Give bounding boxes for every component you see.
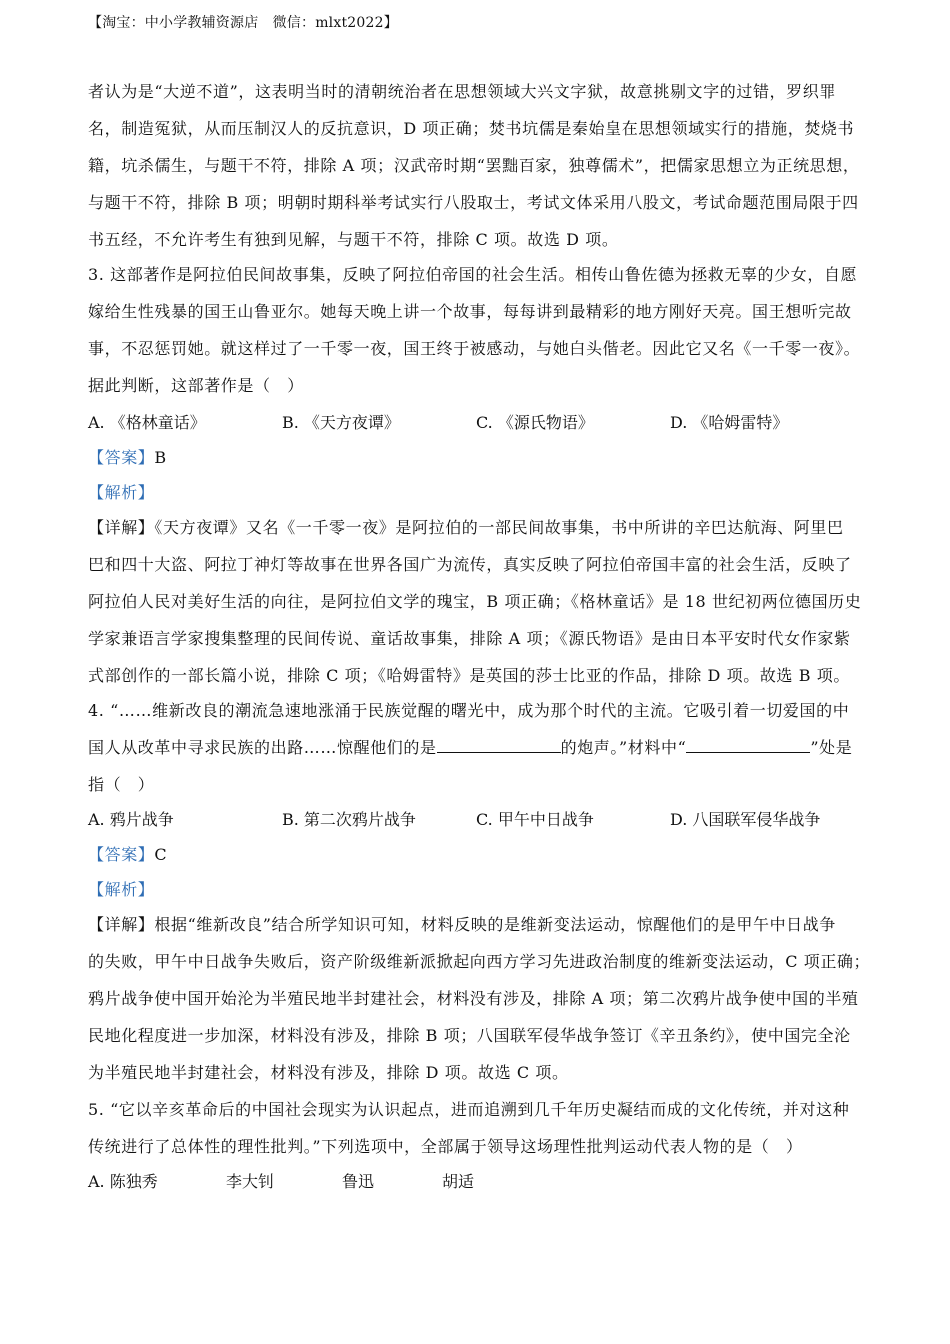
q4-detail-text: 根据“维新改良”结合所学知识可知，材料反映的是维新变法运动，惊醒他们的是甲午中日战争 [154,915,836,934]
q3-stem-line: 据此判断，这部著作是（ ） [88,376,304,395]
answer-tag: 【答案】 [88,448,155,467]
q3-stem-line: 事，不忍惩罚她。就这样过了一千零一夜，国王终于被感动，与她白头偕老。因此它又名《一千零一夜》。 [88,339,861,358]
q4-stem-text: 国人从改革中寻求民族的出路……惊醒他们的是 [88,738,437,757]
q4-stem-line: 指（ ） [88,775,155,794]
analysis-tag: 【解析】 [88,880,155,899]
q4-detail-line [88,915,836,935]
q5-option-a-name: 李大钊 [226,1172,275,1191]
q2-detail-line: 书五经，不允许考生有独到见解，与题干不符，排除 C 项。故选 D 项。 [88,230,619,249]
q3-detail-line: 阿拉伯人民对美好生活的向往，是阿拉伯文学的瑰宝，B 项正确；《格林童话》是 18 世纪初两位德国历史 [88,592,862,611]
q5-option-a-name: 鲁迅 [342,1172,375,1191]
answer-tag: 【答案】 [88,845,155,864]
q5-stem-line: 传统进行了总体性的理性批判。”下列选项中，全部属于领导这场理性批判运动代表人物的是（ ） [88,1137,803,1156]
q5-option-a-label: A. 陈独秀 [88,1172,158,1191]
q3-option-a: A. 《格林童话》 [88,413,206,432]
q4-stem-text: 的炮声。”材料中“ [560,738,687,757]
q4-analysis-tag [88,880,154,900]
q2-detail-line: 者认为是“大逆不道”，这表明当时的清朝统治者在思想领域大兴文字狱，故意挑剔文字的过错，罗织罪 [88,82,836,101]
detail-tag: 【详解】 [88,518,155,537]
q5-option-a-name: 胡适 [442,1172,475,1191]
q4-option-c: C. 甲午中日战争 [476,810,594,829]
q3-detail-line [88,518,844,538]
q4-detail-line: 民地化程度进一步加深，材料没有涉及，排除 B 项；八国联军侵华战争签订《辛丑条约》，使中国完全沦 [88,1026,851,1045]
q2-detail-line: 名，制造冤狱，从而压制汉人的反抗意识，D 项正确；焚书坑儒是秦始皇在思想领域实行的措施，焚烧书 [88,119,855,138]
q4-option-a: A. 鸦片战争 [88,810,174,829]
q3-option-b: B. 《天方夜谭》 [282,413,400,432]
q4-detail-line: 的失败，甲午中日战争失败后，资产阶级维新派掀起向西方学习先进政治制度的维新变法运动，C 项正确； [88,952,871,971]
q3-answer-value: B [154,448,167,467]
q4-detail-line: 为半殖民地半封建社会，材料没有涉及，排除 D 项。故选 C 项。 [88,1063,569,1082]
q3-detail-text: 《天方夜谭》又名《一千零一夜》是阿拉伯的一部民间故事集，书中所讲的辛巴达航海、阿里巴 [154,518,844,537]
q2-detail-line: 与题干不符，排除 B 项；明朝时期科举考试实行八股取士，考试文体采用八股文，考试命题范围局限于四 [88,193,859,212]
q4-answer-value: C [154,845,168,864]
q3-option-d: D. 《哈姆雷特》 [670,413,789,432]
q4-stem-line [88,738,852,758]
q3-detail-line: 巴和四十大盗、阿拉丁神灯等故事在世界各国广为流传，真实反映了阿拉伯帝国丰富的社会生活，反映了 [88,555,852,574]
q4-blank [437,738,561,753]
q4-blank [686,738,810,753]
analysis-tag: 【解析】 [88,483,155,502]
q4-answer [88,845,167,865]
detail-tag: 【详解】 [88,915,155,934]
q4-stem-line: 4. “……维新改良的潮流急速地涨涌于民族觉醒的曙光中，成为那个时代的主流。它吸引着一切爱国的中 [88,701,850,720]
page-header: 【淘宝：中小学教辅资源店 微信：mlxt2022】 [88,15,398,31]
q3-detail-line: 式部创作的一部长篇小说，排除 C 项；《哈姆雷特》是英国的莎士比亚的作品，排除 D 项。故选 B 项。 [88,666,850,685]
q3-stem-line: 嫁给生性残暴的国王山鲁亚尔。她每天晚上讲一个故事，每每讲到最精彩的地方刚好天亮。国王想听完故 [88,302,852,321]
q4-option-d: D. 八国联军侵华战争 [670,810,821,829]
q4-option-b: B. 第二次鸦片战争 [282,810,416,829]
q5-stem-line: 5. “它以辛亥革命后的中国社会现实为认识起点，进而追溯到几千年历史凝结而成的文化传统，并对这种 [88,1100,850,1119]
q3-option-c: C. 《源氏物语》 [476,413,594,432]
q3-detail-line: 学家兼语言学家搜集整理的民间传说、童话故事集，排除 A 项；《源氏物语》是由日本平安时代女作家紫 [88,629,851,648]
q2-detail-line: 籍，坑杀儒生，与题干不符，排除 A 项；汉武帝时期“罢黜百家，独尊儒术”，把儒家思想立为正统思想， [88,156,860,175]
q3-analysis-tag [88,483,154,503]
q4-detail-line: 鸦片战争使中国开始沦为半殖民地半封建社会，材料没有涉及，排除 A 项；第二次鸦片战争使中国的半殖 [88,989,859,1008]
q3-stem-line: 3. 这部著作是阿拉伯民间故事集，反映了阿拉伯帝国的社会生活。相传山鲁佐德为拯救无辜的少女，自愿 [88,265,858,284]
q3-answer [88,448,167,468]
q4-stem-text: ”处是 [810,738,853,757]
